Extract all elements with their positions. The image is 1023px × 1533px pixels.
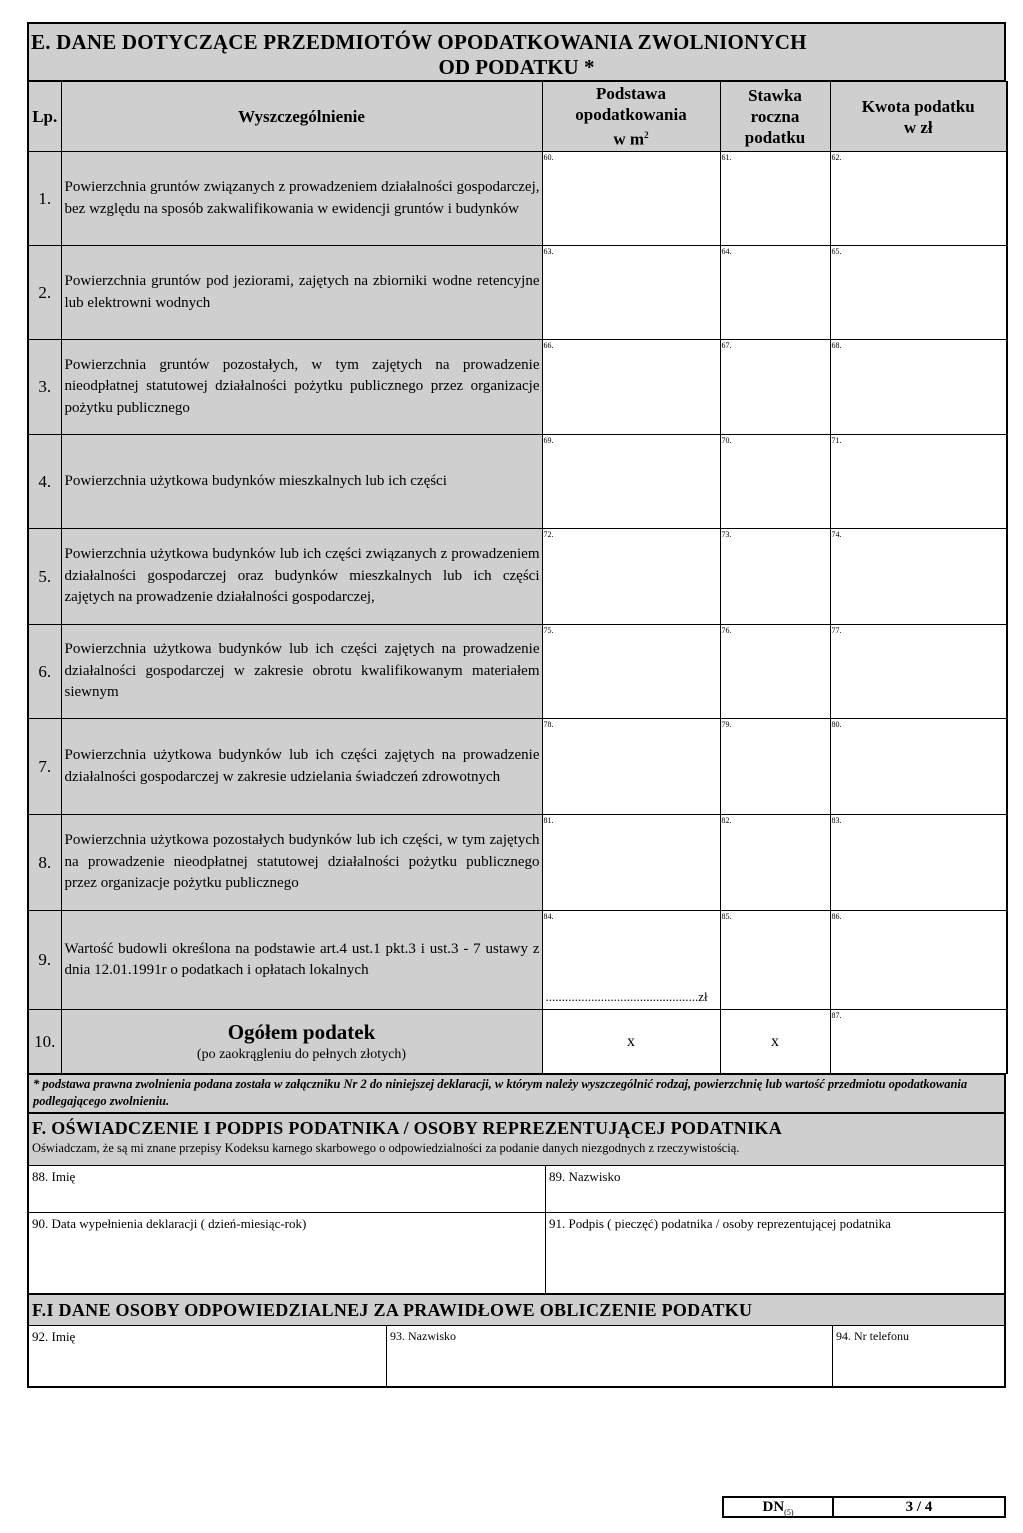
field-number: 83. — [831, 816, 842, 825]
field-number: 86. — [831, 912, 842, 921]
section-f-title: F. OŚWIADCZENIE I PODPIS PODATNIKA / OSOBY REPREZENTUJĄCEJ PODATNIKA — [32, 1118, 783, 1138]
amount-field[interactable] — [830, 719, 1007, 815]
total-amount-field[interactable] — [830, 1010, 1007, 1074]
amount-field[interactable] — [830, 340, 1007, 435]
total-lp: 10. — [28, 1010, 61, 1074]
field-number: 79. — [721, 720, 732, 729]
col-header-rate — [720, 82, 830, 152]
table-header-row — [28, 82, 1007, 152]
row-description: Powierzchnia użytkowa budynków lub ich części związanych z prowadzeniem działalności gospodarczej oraz budynków mieszkalnych lub ich części zajętych na prowadzenie działalności gospodarczej, — [61, 529, 542, 625]
page-footer — [722, 1496, 1006, 1518]
field-number: 70. — [721, 436, 732, 445]
first-name-field[interactable]: 88. Imię — [32, 1169, 76, 1184]
total-row — [28, 1010, 1007, 1074]
amount-field[interactable] — [830, 152, 1007, 246]
total-sublabel: (po zaokrągleniu do pełnych złotych) — [196, 1047, 407, 1062]
amount-line1: Kwota podatku — [861, 96, 975, 116]
col-header-lp: Lp. — [28, 82, 61, 152]
amount-field[interactable] — [830, 246, 1007, 340]
field-number: 80. — [831, 720, 842, 729]
base-field[interactable] — [542, 435, 720, 529]
row-description: Powierzchnia użytkowa budynków lub ich części zajętych na prowadzenie działalności gospodarczej w zakresie obrotu kwalifikowanym materiałem siewnym — [61, 625, 542, 719]
field-number: 75. — [543, 626, 554, 635]
amount-field[interactable] — [830, 625, 1007, 719]
field-number: 85. — [721, 912, 732, 921]
footnote: * podstawa prawna zwolnienia podana została w załączniku Nr 2 do niniejszej deklaracji, w którym należy wyszczególnić rodzaj, powierzchnię lub wartość przedmiotu opodatkowania podlegającego zwolnieniu. — [27, 1074, 1006, 1112]
table-row — [28, 815, 1007, 911]
rate-field[interactable] — [720, 435, 830, 529]
last-name-field[interactable]: 89. Nazwisko — [545, 1166, 1004, 1212]
row-description: Wartość budowli określona na podstawie art.4 ust.1 pkt.3 i ust.3 - 7 ustawy z dnia 12.01.1991r o podatkach i opłatach lokalnych — [61, 911, 542, 1010]
rate-field[interactable] — [720, 911, 830, 1010]
col-header-base — [542, 82, 720, 152]
total-label-cell — [61, 1010, 542, 1074]
amount-field[interactable] — [830, 911, 1007, 1010]
field-number: 60. — [543, 153, 554, 162]
row-description: Powierzchnia użytkowa budynków lub ich części zajętych na prowadzenie działalności gospodarczej w zakresie udzielania świadczeń zdrowotnych — [61, 719, 542, 815]
base-field[interactable] — [542, 625, 720, 719]
row-description: Powierzchnia użytkowa budynków mieszkalnych lub ich części — [61, 435, 542, 529]
col-header-amount — [830, 82, 1007, 152]
base-line1: Podstawa — [596, 84, 666, 104]
rate-field[interactable] — [720, 625, 830, 719]
row-lp: 9. — [28, 911, 61, 1010]
rate-line1: Stawka — [748, 86, 802, 105]
total-rate-x: x — [720, 1010, 830, 1074]
base-field[interactable] — [542, 152, 720, 246]
col-header-description: Wyszczególnienie — [61, 82, 542, 152]
responsible-first-name-field[interactable]: 92. Imię — [32, 1329, 76, 1344]
rate-line2: roczna — [750, 107, 800, 126]
table-row — [28, 340, 1007, 435]
table-row — [28, 625, 1007, 719]
responsible-person-row — [27, 1326, 1006, 1388]
form-code-text: DN — [762, 1499, 785, 1515]
row-description: Powierzchnia gruntów pozostałych, w tym zajętych na prowadzenie nieodpłatnej statutowej działalności pożytku publicznego przez organizacje pożytku publicznego — [61, 340, 542, 435]
amount-field[interactable] — [830, 815, 1007, 911]
amount-field[interactable] — [830, 435, 1007, 529]
base-field[interactable] — [542, 246, 720, 340]
name-row — [27, 1166, 1006, 1213]
row-lp: 2. — [28, 246, 61, 340]
rate-field[interactable] — [720, 719, 830, 815]
table-row — [28, 246, 1007, 340]
table-body — [28, 152, 1007, 1010]
rate-line3: podatku — [744, 128, 806, 147]
field-number: 66. — [543, 341, 554, 350]
field-number: 82. — [721, 816, 732, 825]
base-field[interactable] — [542, 911, 720, 1010]
base-sup: 2 — [644, 130, 649, 141]
row-description: Powierzchnia użytkowa pozostałych budynków lub ich części, w tym zajętych na prowadzenie nieodpłatnej statutowej działalności pożytku publicznego przez organizacje pożytku publicznego — [61, 815, 542, 911]
rate-field[interactable] — [720, 152, 830, 246]
form-page — [27, 22, 1006, 1388]
table-row — [28, 435, 1007, 529]
base-field[interactable] — [542, 719, 720, 815]
phone-field[interactable]: 94. Nr telefonu — [832, 1326, 1004, 1386]
row-lp: 6. — [28, 625, 61, 719]
section-f-statement: Oświadczam, że są mi znane przepisy Kodeksu karnego skarbowego o odpowiedzialności za podanie danych niezgodnych z rzeczywistością. — [32, 1141, 740, 1155]
field-number: 71. — [831, 436, 842, 445]
row-lp: 1. — [28, 152, 61, 246]
field-number: 73. — [721, 530, 732, 539]
field-number: 61. — [721, 153, 732, 162]
rate-field[interactable] — [720, 815, 830, 911]
responsible-last-name-field[interactable]: 93. Nazwisko — [386, 1326, 832, 1386]
field-number: 65. — [831, 247, 842, 256]
table-row — [28, 719, 1007, 815]
table-row — [28, 911, 1007, 1010]
row-lp: 7. — [28, 719, 61, 815]
field-number: 78. — [543, 720, 554, 729]
field-number: 81. — [543, 816, 554, 825]
base-line2: opodatkowania — [575, 105, 687, 125]
amount-field[interactable] — [830, 529, 1007, 625]
table-row — [28, 152, 1007, 246]
field-number: 74. — [831, 530, 842, 539]
amount-line2: w zł — [903, 117, 933, 137]
base-field[interactable] — [542, 340, 720, 435]
total-label: Ogółem podatek — [227, 1020, 376, 1044]
section-f-header — [27, 1112, 1006, 1166]
form-version: (5) — [784, 1508, 794, 1517]
section-e-header — [27, 22, 1006, 81]
row-description: Powierzchnia gruntów pod jeziorami, zajętych na zbiorniki wodne retencyjne lub elektrowni wodnych — [61, 246, 542, 340]
field-number: 67. — [721, 341, 732, 350]
base-line3: w m — [613, 129, 645, 149]
section-e-title-line1: E. DANE DOTYCZĄCE PRZEDMIOTÓW OPODATKOWANIA ZWOLNIONYCH — [31, 30, 807, 54]
rate-field[interactable] — [720, 246, 830, 340]
field-number: 72. — [543, 530, 554, 539]
row-lp: 3. — [28, 340, 61, 435]
field-number: 63. — [543, 247, 554, 256]
form-code — [724, 1498, 834, 1516]
field-number: 69. — [543, 436, 554, 445]
row-lp: 5. — [28, 529, 61, 625]
date-signature-row — [27, 1213, 1006, 1294]
field-number: 84. — [543, 912, 554, 921]
rate-field[interactable] — [720, 529, 830, 625]
table-row — [28, 529, 1007, 625]
total-base-x: x — [542, 1010, 720, 1074]
exempt-objects-table — [27, 81, 1008, 1074]
signature-field[interactable]: 91. Podpis ( pieczęć) podatnika / osoby reprezentującej podatnika — [545, 1213, 1004, 1293]
page-number: 3 / 4 — [905, 1499, 933, 1515]
rate-field[interactable] — [720, 340, 830, 435]
base-field[interactable] — [542, 529, 720, 625]
field-number: 62. — [831, 153, 842, 162]
date-field[interactable]: 90. Data wypełnienia deklaracji ( dzień-miesiąc-rok) — [32, 1216, 307, 1231]
row-lp: 8. — [28, 815, 61, 911]
field-number: 77. — [831, 626, 842, 635]
section-e-title-line2: OD PODATKU * — [438, 55, 595, 79]
field-number: 68. — [831, 341, 842, 350]
field-number: 64. — [721, 247, 732, 256]
row-lp: 4. — [28, 435, 61, 529]
field-number: 76. — [721, 626, 732, 635]
row-description: Powierzchnia gruntów związanych z prowadzeniem działalności gospodarczej, bez względu na sposób zakwalifikowania w ewidencji gruntów i budynków — [61, 152, 542, 246]
section-fi-header: F.I DANE OSOBY ODPOWIEDZIALNEJ ZA PRAWIDŁOWE OBLICZENIE PODATKU — [27, 1294, 1006, 1326]
field-number: 87. — [831, 1011, 842, 1020]
base-field[interactable] — [542, 815, 720, 911]
value-dots: ...............................................zł — [545, 989, 708, 1004]
